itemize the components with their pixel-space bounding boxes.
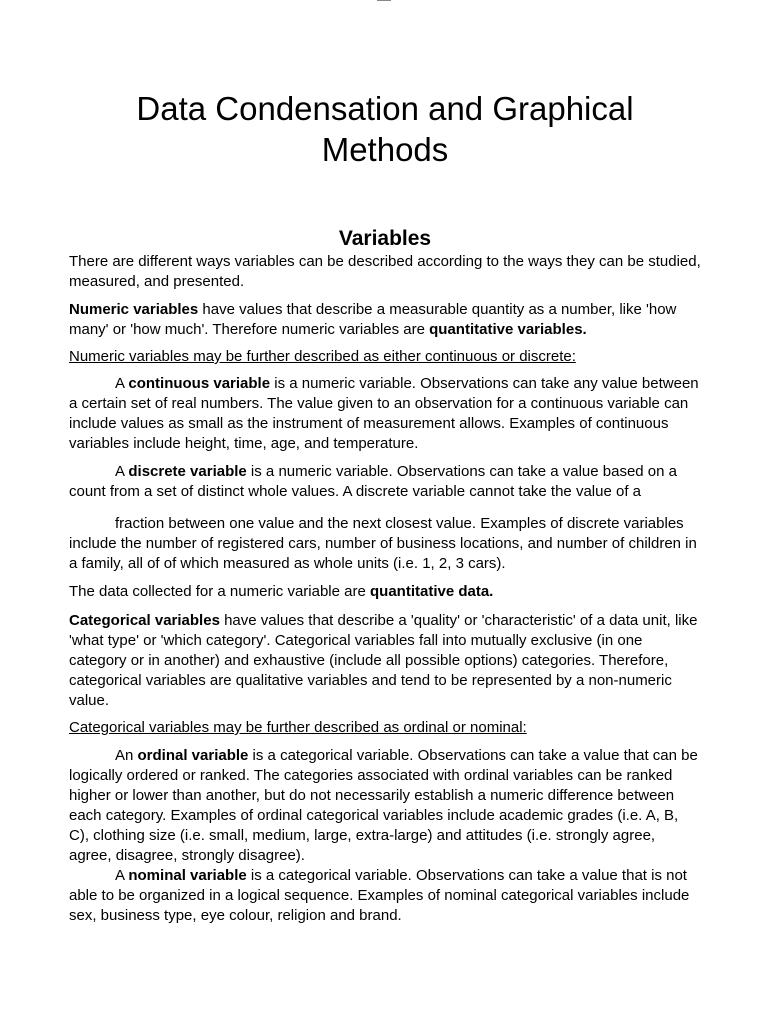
ordinal-prefix: An bbox=[115, 747, 138, 764]
section-heading: Variables bbox=[338, 227, 432, 250]
intro-paragraph: There are different ways variables can be described according to the ways they can be studied, measured, and presented. bbox=[69, 253, 701, 290]
numeric-variables-text: have values that describe a measurable quantity as a number, like 'how many' or 'how much'. Therefore numeric variables are bbox=[69, 301, 677, 338]
discrete-continuation-paragraph: fraction between one value and the next closest value. Examples of discrete variables include the number of registered cars, number of business locations, and number of children in a family, all of of which measured as whole units (i.e. 1, 2, 3 cars). bbox=[69, 515, 697, 572]
discrete-variable-term: discrete variable bbox=[128, 463, 247, 480]
numeric-variables-term: Numeric variables bbox=[69, 301, 199, 318]
continuous-variable-text: is a numeric variable. Observations can take any value between a certain set of real numbers. The value given to an observation for a continuous variable can include values as small as the instrument of measurement allows. Examples of continuous variables include height, time, age, and temperature. bbox=[69, 375, 699, 452]
quantitative-data-text: The data collected for a numeric variable are bbox=[69, 583, 370, 600]
continuous-prefix: A bbox=[115, 375, 129, 392]
continuous-variable-paragraph bbox=[69, 374, 701, 454]
nominal-prefix: A bbox=[115, 867, 129, 884]
nominal-variable-term: nominal variable bbox=[128, 867, 247, 884]
continuous-variable-term: continuous variable bbox=[128, 375, 271, 392]
quantitative-data-paragraph bbox=[69, 582, 701, 602]
numeric-variables-paragraph bbox=[69, 300, 701, 340]
categorical-variables-term: Categorical variables bbox=[69, 612, 220, 629]
discrete-variable-paragraph bbox=[69, 462, 701, 502]
categorical-variables-text: have values that describe a 'quality' or 'characteristic' of a data unit, like 'what type' or 'which category'. Categorical variables fall into mutually exclusive (in one category or in another) and exhaustive (include all possible options) categories. Therefore, categorical variables are qualitative variables and tend to be represented by a non-numeric value. bbox=[69, 612, 698, 709]
document-page bbox=[69, 88, 701, 926]
categorical-subtypes-heading: Categorical variables may be further described as ordinal or nominal: bbox=[69, 719, 527, 736]
nominal-variable-paragraph bbox=[69, 866, 701, 926]
nominal-variable-text: is a categorical variable. Observations can take a value that is not able to be organized in a logical sequence. Examples of nominal categorical variables include sex, business type, eye colour, religion and brand. bbox=[69, 867, 690, 924]
numeric-subtypes-heading: Numeric variables may be further described as either continuous or discrete: bbox=[69, 348, 576, 365]
page-top-mark bbox=[377, 0, 391, 1]
ordinal-variable-text: is a categorical variable. Observations can take a value that can be logically ordered or ranked. The categories associated with ordinal variables can be ranked higher or lower than another, but do not necessarily establish a numeric difference between each category. Examples of ordinal categorical variables include academic grades (i.e. A, B, C), clothing size (i.e. small, medium, large, extra-large) and attitudes (i.e. strongly agree, agree, disagree, strongly disagree). bbox=[69, 747, 698, 864]
discrete-variable-text: is a numeric variable. Observations can take a value based on a count from a set of distinct whole values. A discrete variable cannot take the value of a bbox=[69, 463, 678, 500]
document-title: Data Condensation and Graphical Methods bbox=[136, 90, 634, 168]
ordinal-variable-paragraph bbox=[69, 746, 701, 866]
quantitative-variables-term: quantitative variables. bbox=[429, 321, 587, 338]
ordinal-variable-term: ordinal variable bbox=[137, 747, 249, 764]
discrete-prefix: A bbox=[115, 463, 129, 480]
categorical-variables-paragraph bbox=[69, 611, 701, 711]
quantitative-data-term: quantitative data. bbox=[370, 583, 494, 600]
